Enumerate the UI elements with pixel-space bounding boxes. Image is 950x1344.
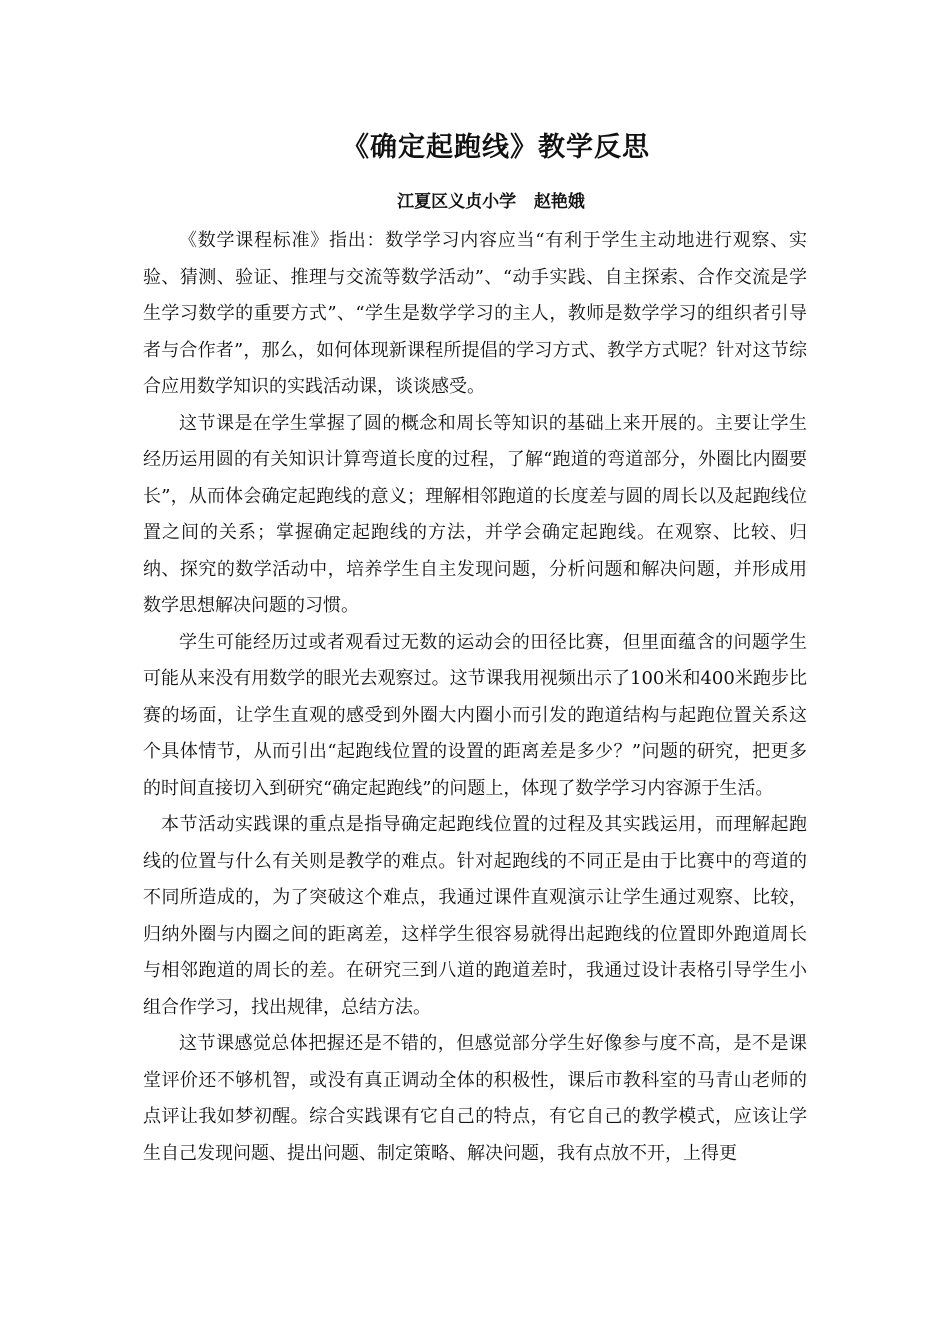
paragraph-3: 学生可能经历过或者观看过无数的运动会的田径比赛，但里面蕴含的问题学生可能从来没有用数学的眼光去观察过。这节课我用视频出示了100米和400米跑步比赛的场面，让学生直观的感受到外圈大内圈小而引发的跑道结构与起跑位置关系这个具体情节，从而引出“起跑线位置的设置的距离差是多少？”问题的研究，把更多的时间直接切入到研究“确定起跑线”的问题上，体现了数学学习内容源于生活。 xyxy=(143,631,807,799)
paragraph-1: 《数学课程标准》指出：数学学习内容应当“有利于学生主动地进行观察、实验、猜测、验证、推理与交流等数学活动”、“动手实践、自主探索、合作交流是学生学习数学的重要方式”、“学生是数学学习的主人，教师是数学学习的组织者引导者与合作者”，那么，如何体现新课程所提倡的学习方式、教学方式呢？针对这节综合应用数学知识的实践活动课，谈谈感受。 xyxy=(143,230,807,397)
paragraph-4: 本节活动实践课的重点是指导确定起跑线位置的过程及其实践运用，而理解起跑线的位置与什么有关则是教学的难点。针对起跑线的不同正是由于比赛中的弯道的不同所造成的，为了突破这个难点，我通过课件直观演示让学生通过观察、比较，归纳外圈与内圈之间的距离差，这样学生很容易就得出起跑线的位置即外跑道周长与相邻跑道的周长的差。在研究三到八道的跑道差时，我通过设计表格引导学生小组合作学习，找出规律，总结方法。 xyxy=(143,814,807,1018)
document-body xyxy=(143,223,807,1172)
paragraph-2: 这节课是在学生掌握了圆的概念和周长等知识的基础上来开展的。主要让学生经历运用圆的有关知识计算弯道长度的过程，了解“跑道的弯道部分，外圈比内圈要长”，从而体会确定起跑线的意义；理解相邻跑道的长度差与圆的周长以及起跑线位置之间的关系；掌握确定起跑线的方法，并学会确定起跑线。在观察、比较、归纳、探究的数学活动中，培养学生自主发现问题，分析问题和解决问题，并形成用数学思想解决问题的习惯。 xyxy=(143,412,807,616)
paragraph-5: 这节课感觉总体把握还是不错的，但感觉部分学生好像参与度不高，是不是课堂评价还不够机智，或没有真正调动全体的积极性，课后市教科室的马青山老师的点评让我如梦初醒。综合实践课有它自己的特点，有它自己的教学模式，应该让学生自己发现问题、提出问题、制定策略、解决问题，我有点放不开，上得更 xyxy=(143,1033,807,1164)
document-author: 江夏区义贞小学 赵艳娥 xyxy=(397,192,585,212)
document-title: 《确定起跑线》教学反思 xyxy=(342,132,650,163)
